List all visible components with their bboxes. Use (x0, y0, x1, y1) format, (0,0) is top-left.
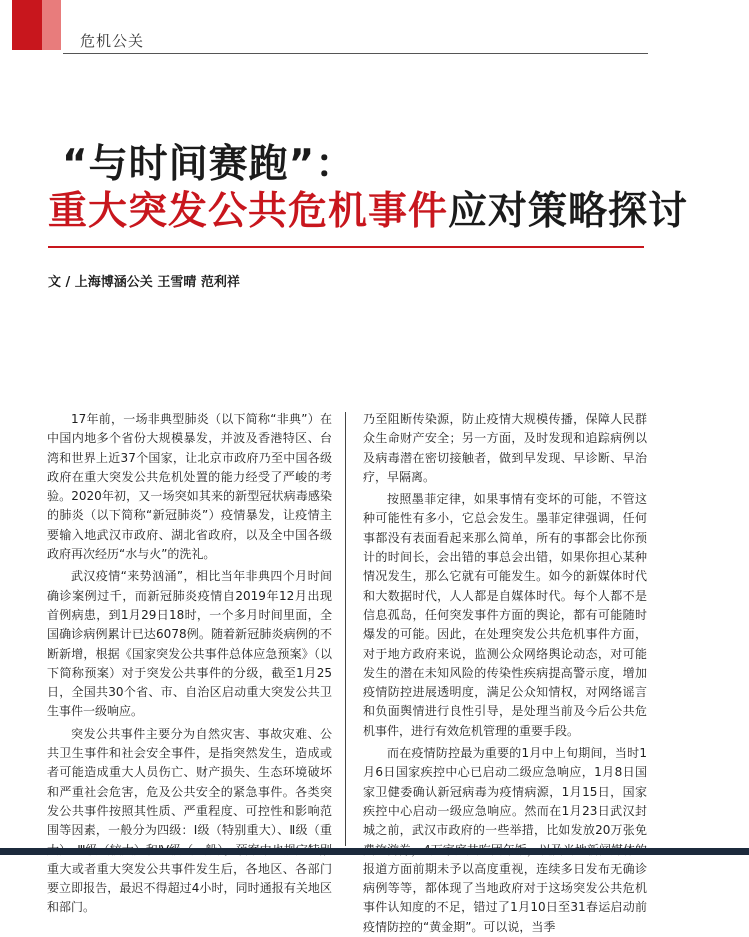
title-highlight: 重大突发公共危机事件 (48, 189, 449, 234)
section-marker-dark (12, 0, 42, 50)
column-divider (345, 412, 346, 846)
bottom-strip (0, 848, 749, 855)
article-column-left (47, 410, 332, 915)
paragraph: 按照墨菲定律，如果事情有变坏的可能，不管这种可能性有多小，它总会发生。墨菲定律强调，任何事都没有表面看起来那么简单，所有的事都会比你预计的时间长，会出错的事总会出错，如果你担心某种情况发生，那么它就有可能发生。如今的新媒体时代和大数据时代，人人都是自媒体时代。每个人都不是信息孤岛，任何突发事件方面的舆论，都有可能随时爆发的可能。因此，在处理突发公共危机事件方面，对于地方政府来说，监测公众网络舆论动态，对可能发生的潜在未知风险的传染性疾病提高警示度，增加疫情防控进展透明度，满足公众知情权，对网络谣言和负面舆情进行良性引导，是处理当前及今后公共危机事件，进行有效危机管理的重要手段。 (363, 492, 647, 738)
section-label: 危机公关 (80, 32, 145, 50)
paragraph: 17年前，一场非典型肺炎（以下简称“非典”）在中国内地多个省份大规模暴发，并波及香港特区、台湾和世界上近37个国家，让北京市政府乃至中国各级政府在重大突发公共危机处置的能力经受了严峻的考验。2020年初，又一场突如其来的新型冠状病毒感染的肺炎（以下简称“新冠肺炎”）疫情暴发，让疫情主要输入地武汉市政府、湖北省政府，以及全中国各级政府再次经历“水与火”的洗礼。 (47, 412, 332, 562)
title-rest: 应对策略探讨 (448, 189, 689, 234)
header-rule (63, 53, 648, 54)
paragraph: 武汉疫情“来势汹涌”，相比当年非典四个月时间确诊案例过千，而新冠肺炎疫情自2019年12月出现首例病患，到1月29日18时，一个多月时间里面，全国确诊病例累计已达6078例。随着新冠肺炎病例的不断新增，根据《国家突发公共事件总体应急预案》（以下简称预案）对于突发公共事件的分级，截至1月25日，全国共30个省、市、自治区启动重大突发公共卫生事件一级响应。 (47, 569, 332, 719)
paragraph: 乃至阻断传染源，防止疫情大规模传播，保障人民群众生命财产安全；另一方面，及时发现和追踪病例以及病毒潜在密切接触者，做到早发现、早诊断、早治疗，早隔离。 (363, 412, 647, 484)
paragraph: 突发公共事件主要分为自然灾害、事故灾难、公共卫生事件和社会安全事件，是指突然发生，造成或者可能造成重大人员伤亡、财产损失、生态环境破坏和严重社会危害，危及公共安全的紧急事件。各类突发公共事件按照其性质、严重程度、可控性和影响范围等因素，一般分为四级：Ⅰ级（特别重大）、Ⅱ级（重 重大或者重大突发公共事件发生后，各地区、各部门要立即报告，最迟不得超过4小时，同时通报有关地区和部门。 (47, 726, 332, 915)
paragraph: 而在疫情防控最为重要的1月中上旬期间，当时1月6日国家疾控中心已启动二级应急响应，1月8日国家卫健委确认新冠病毒为疫情病源，1月15日，国家疾控中心启动一级应急响应。然而在1月23日武汉封城之前，武汉市政府的一些举措，比如发放20万张免 报道方面前期未予以高度重视，连续多日发布无确诊病例等等，都体现了当地政府对于这场突发公共危机事件认知度的不足，错过了1月10日至31春运启动前疫情防控的“黄金期”。可以说，当季 (363, 746, 647, 934)
title-line-2 (48, 180, 688, 236)
byline: 文 / 上海博涵公关 王雪晴 范利祥 (48, 275, 240, 290)
title-line-1: “与时间赛跑”： (62, 142, 356, 187)
section-marker-light (42, 0, 61, 50)
title-rule (48, 246, 644, 248)
article-column-right (363, 410, 647, 934)
